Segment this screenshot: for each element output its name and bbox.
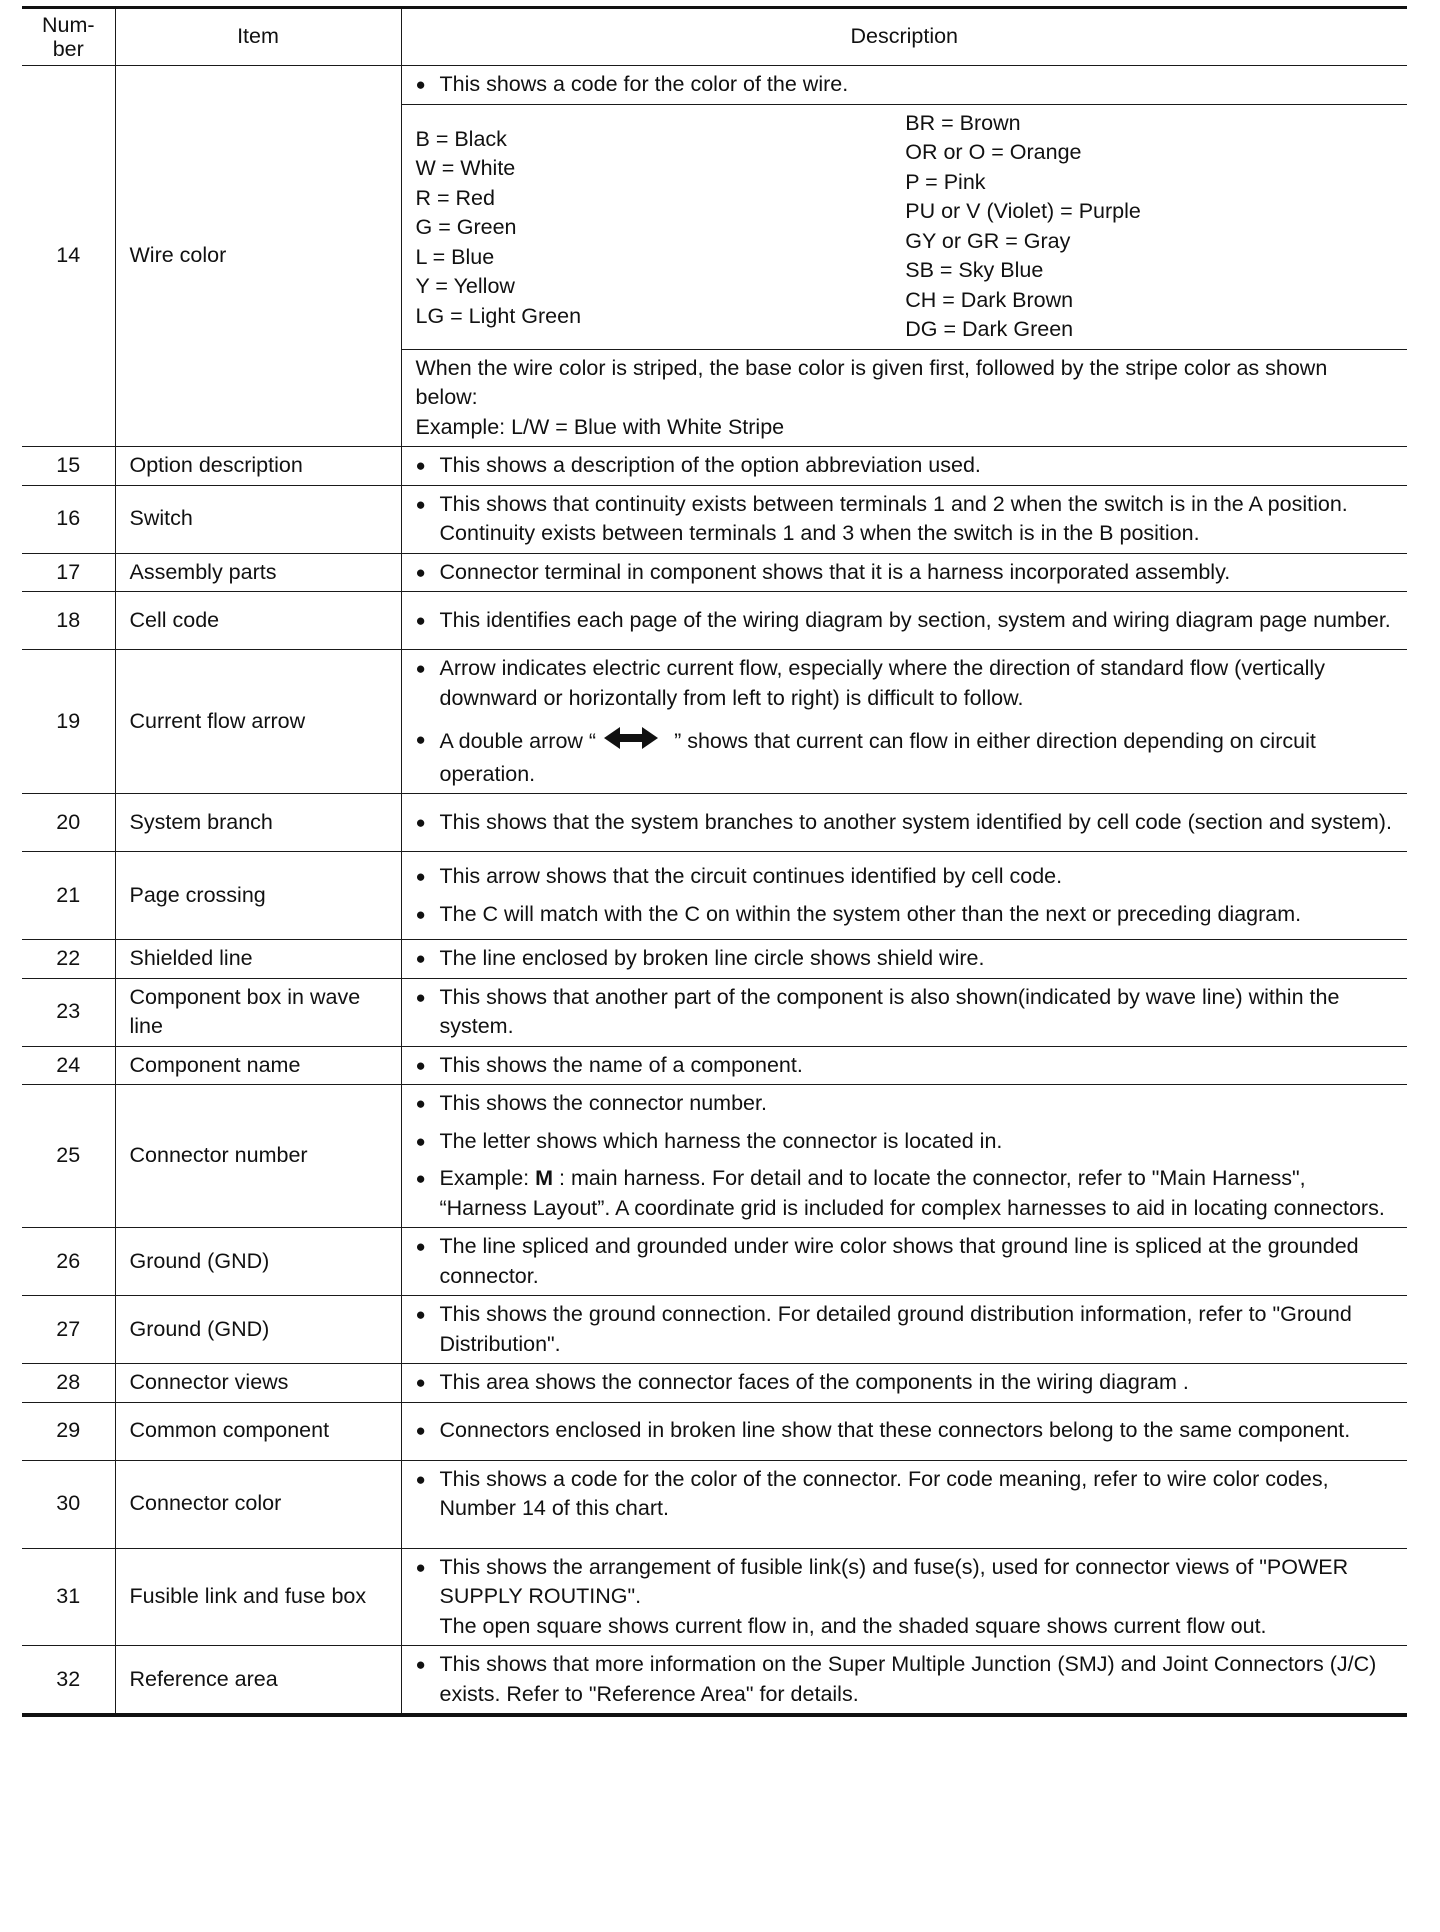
row-description [401,1085,1407,1228]
row-description [401,553,1407,592]
row-item: Assembly parts [115,553,401,592]
table-row-14 [22,66,1407,447]
row-number: 32 [22,1646,115,1716]
row-item: Ground (GND) [115,1228,401,1296]
stripe-example: Example: L/W = Blue with White Stripe [415,414,785,439]
row-item: Fusible link and fuse box [115,1548,401,1646]
row-item: System branch [115,794,401,852]
example-rest: : main harness. For detail and to locate the connector, refer to "Main Harness", “Harness Layout”. A coordinate grid is included for complex harnesses to aid in locating connectors. [439,1166,1385,1220]
row-item: Component name [115,1046,401,1085]
table-row-28 [22,1364,1407,1403]
bullet-text: ● This shows a description of the option abbreviation used. [416,451,1396,481]
bullet-text [416,1164,1396,1223]
row-description [401,66,1407,447]
table-row-15 [22,447,1407,486]
row-number: 17 [22,553,115,592]
table-row-24 [22,1046,1407,1085]
row-number: 23 [22,978,115,1046]
bullet-text: ● The line spliced and grounded under wire color shows that ground line is spliced at the grounded connector. [416,1232,1396,1291]
table-row-16 [22,485,1407,553]
bullet-text: ● The letter shows which harness the connector is located in. [416,1127,1396,1157]
header-description: Description [401,8,1407,66]
bullet-text: ● This shows a code for the color of the connector. For code meaning, refer to wire color codes, Number 14 of this chart. [416,1465,1396,1524]
row-description [401,485,1407,553]
stripe-note: When the wire color is striped, the base color is given first, followed by the stripe color as shown below: [415,355,1328,409]
table-row-17 [22,553,1407,592]
bullet-text: ● This shows that another part of the component is also shown(indicated by wave line) within the system. [416,983,1396,1042]
row-description [401,1646,1407,1716]
header-number: Num- ber [22,8,115,66]
color-code: R = Red [415,185,495,210]
row-number: 26 [22,1228,115,1296]
row-description [401,1296,1407,1364]
row-number: 25 [22,1085,115,1228]
row-description [401,940,1407,979]
row-number: 20 [22,794,115,852]
row-description [401,1402,1407,1460]
row-description [401,1228,1407,1296]
extra-text: The open square shows current flow in, and the shaded square shows current flow out. [439,1613,1267,1638]
color-code: G = Green [415,215,517,239]
row-number: 16 [22,485,115,553]
table-row-31 [22,1548,1407,1646]
table-row-20 [22,794,1407,852]
row-number: 19 [22,650,115,794]
row-description [401,1460,1407,1548]
row-item: Wire color [115,66,401,447]
header-item: Item [115,8,401,66]
row-description [401,650,1407,794]
row-description [401,794,1407,852]
table-header-row [22,8,1407,66]
row-item: Current flow arrow [115,650,401,794]
color-code: PU or V (Violet) = Purple [905,199,1141,223]
color-code: SB = Sky Blue [905,258,1044,282]
bullet-text: ● This shows that more information on the Super Multiple Junction (SMJ) and Joint Connectors (J/C) exists. Refer to "Reference Area" for details. [416,1650,1396,1709]
table-row-25 [22,1085,1407,1228]
color-code: B = Black [415,126,507,151]
double-arrow-after: ” shows that current can flow in either direction depending on circuit operation. [439,728,1316,786]
color-code: DG = Dark Green [905,317,1074,341]
wiring-legend-table [22,6,1407,1717]
table-row-19 [22,650,1407,794]
color-code: OR or O = Orange [905,140,1082,164]
bullet-text [416,725,1396,789]
row-item: Reference area [115,1646,401,1716]
bullet-text: ● The line enclosed by broken line circle shows shield wire. [416,944,1396,974]
bullet-text: ● This identifies each page of the wiring diagram by section, system and wiring diagram page number. [416,606,1396,636]
bullet-text: ● This shows that continuity exists between terminals 1 and 2 when the switch is in the A position. Continuity exists between terminals 1 and 3 when the switch is in the B position. [416,490,1396,549]
color-codes-right [905,109,1395,345]
color-code: W = White [415,156,516,180]
table-row-18 [22,592,1407,650]
row-description [401,978,1407,1046]
row-description [401,447,1407,486]
color-code: L = Blue [415,244,495,269]
table-row-27 [22,1296,1407,1364]
row-number: 15 [22,447,115,486]
bullet-text: ● This shows that the system branches to another system identified by cell code (section and system). [416,808,1396,838]
row-description [401,592,1407,650]
row-number: 27 [22,1296,115,1364]
example-prefix: Example: [439,1166,536,1190]
double-arrow-icon [602,725,660,760]
row-item: Common component [115,1402,401,1460]
bullet-text: ● Connector terminal in component shows that it is a harness incorporated assembly. [416,558,1396,588]
row-number: 14 [22,66,115,447]
row-number: 28 [22,1364,115,1403]
row-item: Connector color [115,1460,401,1548]
bullet-text: ● This shows the connector number. [416,1089,1396,1119]
example-bold: M [535,1166,554,1190]
row-description [401,1548,1407,1646]
bullet-text: ● This shows the arrangement of fusible link(s) and fuse(s), used for connector views of "POWER SUPPLY ROUTING". [416,1553,1396,1612]
color-code: LG = Light Green [415,303,582,328]
row-description [401,852,1407,940]
row-item: Connector views [115,1364,401,1403]
row-number: 24 [22,1046,115,1085]
row-number: 31 [22,1548,115,1646]
bullet-text: ● This arrow shows that the circuit continues identified by cell code. [416,862,1396,892]
table-row-22 [22,940,1407,979]
bullet-text: ● This shows a code for the color of the wire. [416,70,1396,100]
row-number: 30 [22,1460,115,1548]
table-row-29 [22,1402,1407,1460]
bullet-text: ● Arrow indicates electric current flow, especially where the direction of standard flow (vertically downward or horizontally from left to right) is difficult to follow. [416,654,1396,713]
row-item: Switch [115,485,401,553]
bullet-text: ● This shows the name of a component. [416,1051,1396,1081]
table-row-26 [22,1228,1407,1296]
row-number: 18 [22,592,115,650]
color-code: P = Pink [905,169,986,194]
double-arrow-before: A double arrow “ [439,728,597,753]
table-row-23 [22,978,1407,1046]
row-number: 29 [22,1402,115,1460]
bullet-text: ● The C will match with the C on within the system other than the next or preceding diagram. [416,900,1396,930]
wire-color-codes [402,104,1408,349]
row-item: Connector number [115,1085,401,1228]
row-number: 22 [22,940,115,979]
row-item: Component box in wave line [115,978,401,1046]
bullet-text: ● This shows the ground connection. For detailed ground distribution information, refer to "Ground Distribution". [416,1300,1396,1359]
row-number: 21 [22,852,115,940]
table-row-32 [22,1646,1407,1716]
color-codes-left [416,109,906,345]
bullet-text: ● Connectors enclosed in broken line show that these connectors belong to the same component. [416,1416,1396,1446]
wire-color-intro [402,66,1408,104]
row-description [401,1364,1407,1403]
color-code: CH = Dark Brown [905,287,1074,312]
row-item: Cell code [115,592,401,650]
row-item: Option description [115,447,401,486]
color-code: Y = Yellow [415,274,515,298]
bullet-text: ● This area shows the connector faces of the components in the wiring diagram . [416,1368,1396,1398]
color-code: BR = Brown [905,110,1021,135]
row-description [401,1046,1407,1085]
row-item: Page crossing [115,852,401,940]
table-row-30 [22,1460,1407,1548]
row-item: Ground (GND) [115,1296,401,1364]
wire-color-stripe [402,349,1408,447]
row-item: Shielded line [115,940,401,979]
table-row-21 [22,852,1407,940]
color-code: GY or GR = Gray [905,228,1071,253]
